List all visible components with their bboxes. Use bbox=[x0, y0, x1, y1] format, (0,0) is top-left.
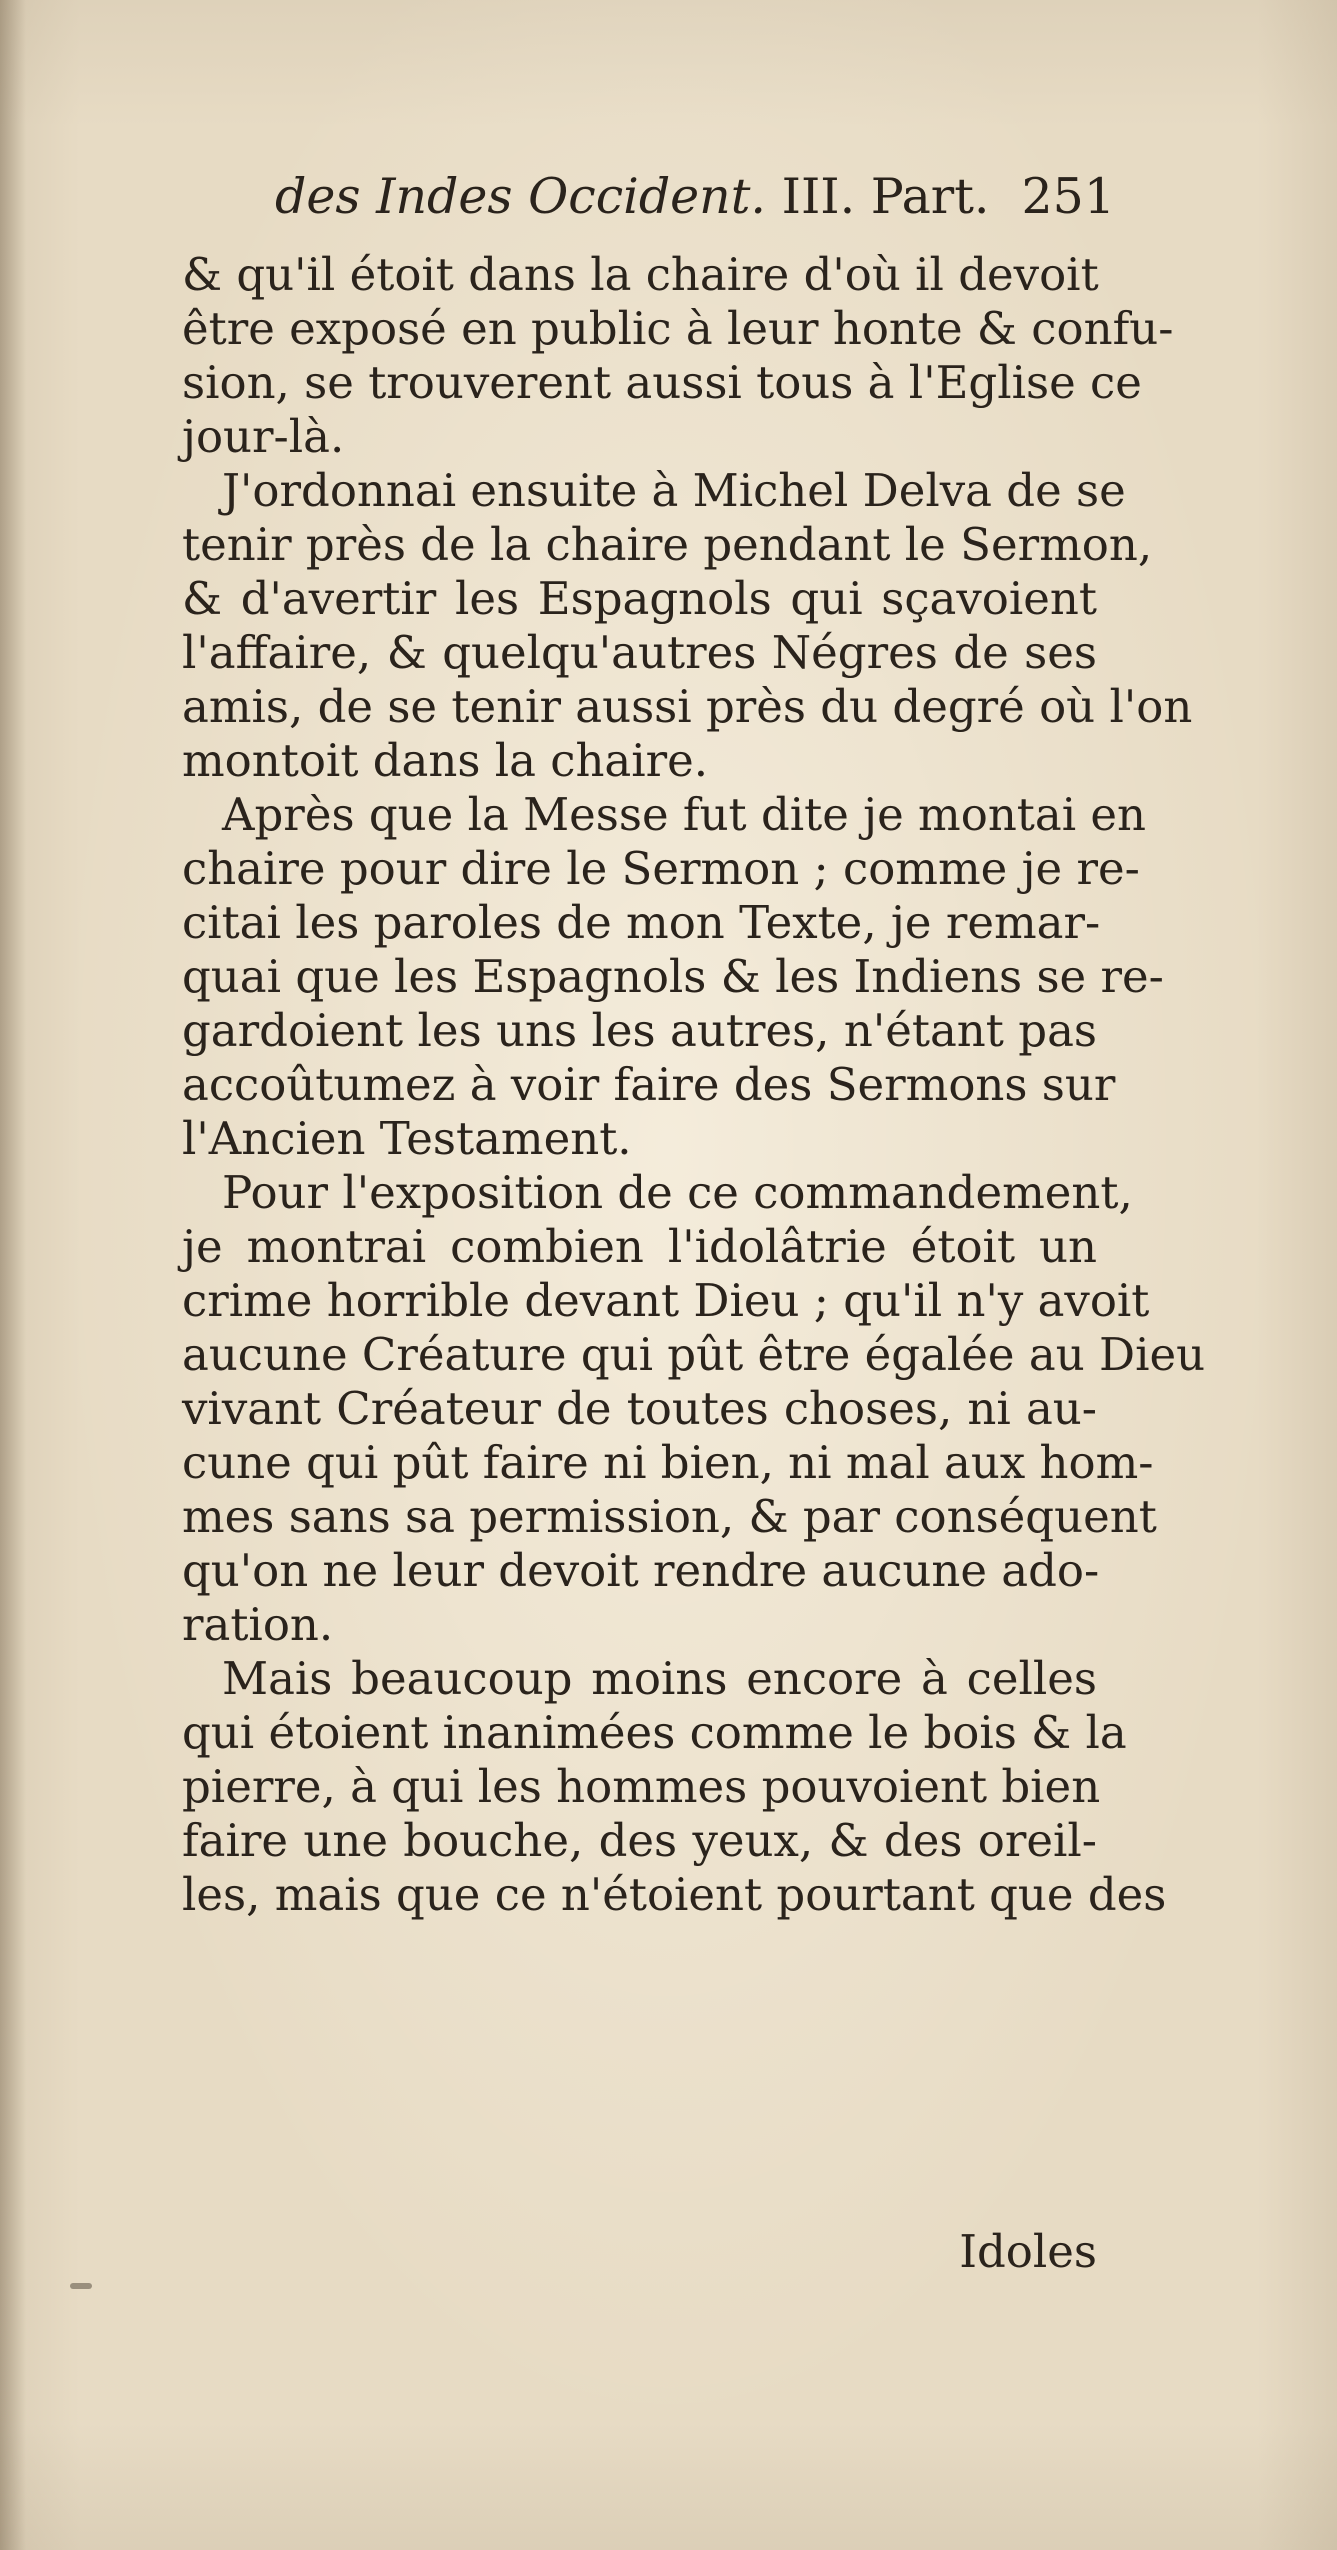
text-line: je montrai combien l'idolâtrie étoit un bbox=[182, 1220, 1097, 1273]
text-line: faire une bouche, des yeux, & des oreil- bbox=[182, 1814, 1097, 1867]
text-line: citai les paroles de mon Texte, je remar- bbox=[182, 896, 1101, 949]
running-title-part: III. Part. bbox=[766, 168, 990, 225]
text-line: Pour l'exposition de ce commandement, bbox=[222, 1166, 1133, 1219]
text-line: l'affaire, & quelqu'autres Négres de ses bbox=[182, 626, 1097, 679]
text-line: J'ordonnai ensuite à Michel Delva de se bbox=[222, 464, 1126, 517]
text-line: accoûtumez à voir faire des Sermons sur bbox=[182, 1058, 1116, 1111]
text-line: crime horrible devant Dieu ; qu'il n'y avoit bbox=[182, 1274, 1150, 1327]
text-line: jour-là. bbox=[182, 410, 345, 463]
text-line: qui étoient inanimées comme le bois & la bbox=[182, 1706, 1127, 1759]
text-line: sion, se trouverent aussi tous à l'Eglise ce bbox=[182, 356, 1142, 409]
running-header bbox=[275, 168, 1115, 248]
text-line: & d'avertir les Espagnols qui sçavoient bbox=[182, 572, 1097, 625]
running-title bbox=[275, 168, 989, 225]
body-text bbox=[182, 248, 1206, 1922]
text-line: vivant Créateur de toutes choses, ni au- bbox=[182, 1382, 1097, 1435]
page-number: 251 bbox=[1021, 168, 1115, 225]
text-line: l'Ancien Testament. bbox=[182, 1112, 632, 1165]
text-line: Mais beaucoup moins encore à celles bbox=[222, 1652, 1097, 1705]
ink-smudge bbox=[70, 2283, 92, 2289]
text-line: être exposé en public à leur honte & confu- bbox=[182, 302, 1174, 355]
catchword: Idoles bbox=[959, 2225, 1097, 2278]
text-line: qu'on ne leur devoit rendre aucune ado- bbox=[182, 1544, 1100, 1597]
binding-gutter bbox=[0, 0, 26, 2550]
text-line: ration. bbox=[182, 1598, 334, 1651]
text-line: Après que la Messe fut dite je montai en bbox=[222, 788, 1147, 841]
text-line: mes sans sa permission, & par conséquent bbox=[182, 1490, 1157, 1543]
text-line: les, mais que ce n'étoient pourtant que des bbox=[182, 1868, 1167, 1921]
text-line: tenir près de la chaire pendant le Sermon, bbox=[182, 518, 1153, 571]
text-line: pierre, à qui les hommes pouvoient bien bbox=[182, 1760, 1101, 1813]
text-line: & qu'il étoit dans la chaire d'où il devoit bbox=[182, 248, 1099, 301]
text-line: gardoient les uns les autres, n'étant pas bbox=[182, 1004, 1097, 1057]
text-line: chaire pour dire le Sermon ; comme je re- bbox=[182, 842, 1140, 895]
running-title-italic: des Indes Occident. bbox=[275, 168, 767, 225]
text-line: quai que les Espagnols & les Indiens se re- bbox=[182, 950, 1164, 1003]
text-line: montoit dans la chaire. bbox=[182, 734, 709, 787]
text-line: cune qui pût faire ni bien, ni mal aux hom- bbox=[182, 1436, 1154, 1489]
text-line: amis, de se tenir aussi près du degré où l'on bbox=[182, 680, 1193, 733]
text-line: aucune Créature qui pût être égalée au Dieu bbox=[182, 1328, 1206, 1381]
